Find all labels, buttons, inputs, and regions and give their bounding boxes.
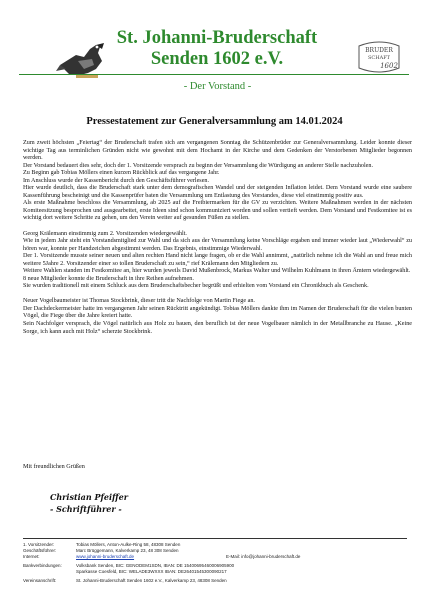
body-paragraph: 8 neue Mitglieder konnte die Bruderschaft in ihre Reihen aufnehmen. xyxy=(23,275,194,282)
body-paragraph: Der 1. Vorsitzende musste seiner neuen und alten rechten Hand nicht lange fragen, ob er die Wahl annimmt, „natürlich nehme ich die Wahl an und freue mich weitere 5Jahre 2. Vorsitzender einer so tollen Bruderschaft zu sein,“ rief Krälemann den Mitgliedern zu. xyxy=(23,253,412,267)
footer-label: Internet: xyxy=(23,554,40,559)
closing-greeting: Mit freundlichen Grüßen xyxy=(23,463,85,470)
footer-label: Geschäftsführer: xyxy=(23,548,57,553)
header-subtitle: - Der Vorstand - xyxy=(183,81,252,92)
letter-footer xyxy=(23,542,407,584)
footer-label: Vereinsanschrift: xyxy=(23,578,57,583)
body-paragraph: Sie wurden traditionell mit einem Schluck aus dem Bruderschaftsbecher begrüßt und erhielten vom Vorstand ein Chronikbuch als Geschenk. xyxy=(23,283,369,290)
body-paragraph: Zu Beginn gab Tobias Möllers einen kurzen Rückblick auf das vergangene Jahr. xyxy=(23,170,220,177)
body-paragraph: Als erste Maßnahme beschloss die Versammlung, ab 2025 auf die Freibiermarken für die GV zu verzichten. Weitere Maßnahmen werden in der nächsten Komiteesitzung besprochen und ausgearbeitet, erste Ideen sind schon kommuniziert worden und sollen vertieft werden. Dem Vorstand und Festkomitee ist es wichtig dort weitere Schritte zu gehen, um den Verein weiter auf gesunden Füßen zu stellen. xyxy=(23,200,412,222)
org-name-line1: St. Johanni-Bruderschaft xyxy=(116,28,318,48)
body-paragraph: Zum zweit höchsten „Feiertag“ der Bruderschaft trafen sich am vergangenen Sonntag die Schützenbrüder zur Generalversammlung. Leider konnte dieser wichtige Tag aus terminlichen Gründen nicht wie gewohnt mit dem Hochamt in der Kirche und dem Gedenken der Verstorbenen Mitglieder begonnen werden. xyxy=(23,140,412,162)
logo-text-top: BRUDER xyxy=(365,47,393,54)
footer-label xyxy=(23,569,76,575)
body-paragraph: Hier wurde deutlich, dass die Bruderschaft stark unter dem demografischen Wandel und der steigenden Inflation leidet. Dem Vorstand wurde eine saubere Kassenführung bescheinigt und die Kassenprüfer baten die Versammlung um Entlastung des Vorstandes, diese viel einstimmig positiv aus. xyxy=(23,185,412,199)
body-paragraph: Sein Nachfolger versprach, die Vögel natürlich aus Holz zu bauen, den beruflich ist der neue Vogelbauer nämlich in der Metallbranche zu Hause. „Keine Sorge, ich kann auch mit Holz“ scherzte Stockbrink. xyxy=(23,321,412,335)
footer-value: Sparkasse Coesfeld, BIC: WELADE3WXXX IBAN: DE26401545300090217 xyxy=(76,569,227,574)
document-title: Pressestatement zur Generalversammlung am 14.01.2024 xyxy=(86,116,343,127)
signature-name: Christian Pfeiffer xyxy=(50,492,128,502)
footer-divider xyxy=(23,538,407,539)
organization-name xyxy=(112,28,322,70)
letterhead xyxy=(0,0,429,100)
body-paragraph: Weitere Wahlen standen im Festkomitee an, hier wurden jeweils David Mußenbrock, Markus Walter und Wilhelm Kuhlmann in ihren Ämtern wiedergewählt. xyxy=(23,268,411,275)
logo-text-mid: SCHAFT xyxy=(367,55,391,61)
footer-value: Volksbank Senden, BIC: GENODEM1SDN, IBAN: DE 15400695460006905900 xyxy=(76,563,235,568)
org-name-line2: Senden 1602 e.V. xyxy=(150,49,284,69)
signature-block xyxy=(50,491,128,515)
body-paragraph: Im Anschluss wurde der Kassenbericht durch den Geschäftsführer verlesen. xyxy=(23,177,210,184)
footer-value: Marc Brüggemann, Kalverkamp 23, 48 308 Senden xyxy=(76,548,179,553)
logo-text-year: 1602 xyxy=(380,62,398,70)
website-link[interactable]: www.johanni-bruderschaft.de xyxy=(76,554,135,559)
header-divider xyxy=(19,74,409,75)
signature-role: - Schriftführer - xyxy=(50,504,122,514)
footer-value: St. Johanni-Bruderschaft Senden 1602 e.V., Kalverkamp 23, 48308 Senden xyxy=(76,578,227,583)
body-paragraph: Wie in jedem Jahr steht ein Vorstandsmitglied zur Wahl und da sich aus der Versammlung keine Vorschläge ergaben und immer wieder laut „Wiederwahl“ zu hören war, konnte per Handzeichen abgestimmt werden. Das Ergebnis, einstimmige Wiederwahl. xyxy=(23,238,412,252)
email-address: E-Mail: info@johanni-bruderschaft.de xyxy=(226,554,301,559)
footer-label: Bankverbindungen: xyxy=(23,563,62,568)
paragraph-gap xyxy=(23,223,412,231)
body-paragraph: Neuer Vogelbaumeister ist Thomas Stockbrink, dieser tritt die Nachfolge von Martin Fiege an. xyxy=(23,298,255,305)
footer-value: Tobias Möllers, Anton-Aulke-Ring 58, 48308 Senden xyxy=(76,542,181,547)
body-paragraph: Der Dachdeckermeister hatte im vergangenen Jahr seinen Rücktritt angekündigt. Tobias Möllers dankte ihm im Namen der Bruderschaft für die vielen bunten Vögel, die Fiege über die Jahre kreiert hatte. xyxy=(23,305,412,320)
bruderschaft-stamp-logo xyxy=(355,40,403,74)
footer-row xyxy=(23,569,407,575)
press-statement-body xyxy=(23,140,412,336)
body-paragraph: Der Vorstand bedauert dies sehr, doch der 1. Vorsitzende versprach zu beginn der Versammlung die Würdigung an anderer Stelle nachzuholen. xyxy=(23,162,374,169)
body-paragraph: Georg Krälemann einstimmig zum 2. Vorsitzenden wiedergewählt. xyxy=(23,230,187,237)
footer-label: 1. Vorsitzender: xyxy=(23,542,55,547)
footer-row xyxy=(23,578,407,584)
